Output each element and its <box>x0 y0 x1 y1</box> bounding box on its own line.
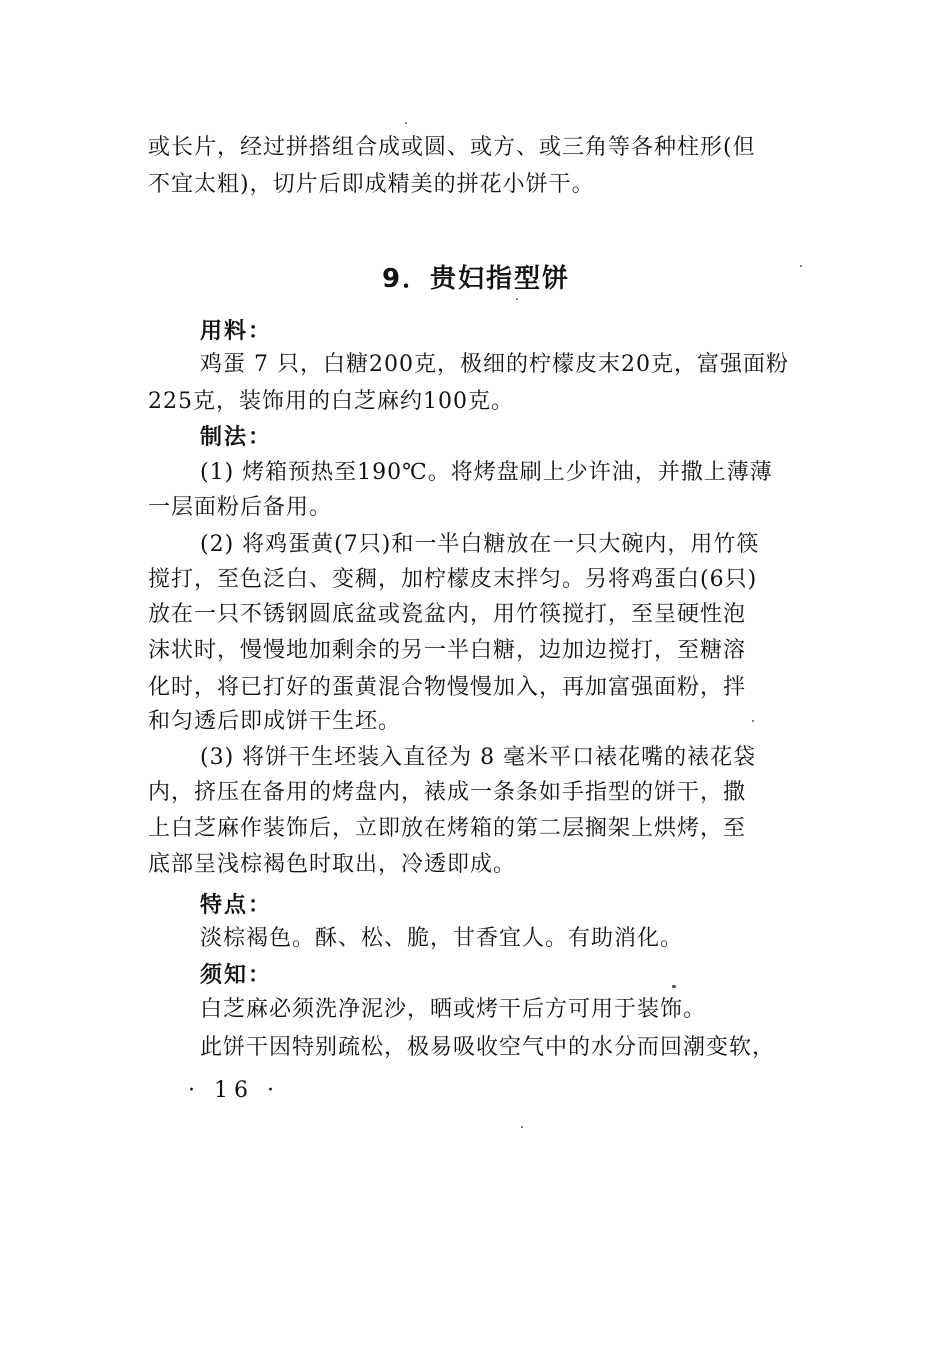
step-2-line-3: 放在一只不锈钢圆底盆或瓷盆内，用竹筷搅打，至呈硬性泡 <box>148 602 747 627</box>
notes-line-2: 此饼干因特别疏松，极易吸收空气中的水分而回潮变软， <box>200 1035 776 1060</box>
step-2-line-1: (2) 将鸡蛋黄(7只)和一半白糖放在一只大碗内，用竹筷 <box>200 532 760 557</box>
scan-speck <box>800 265 802 267</box>
scan-speck <box>405 122 407 124</box>
features-label: 特点： <box>200 892 273 918</box>
step-3-line-2: 内，挤压在备用的烤盘内，裱成一条条如手指型的饼干，撒 <box>148 780 747 805</box>
method-label: 制法： <box>200 424 273 450</box>
intro-line-2: 不宜太粗)，切片后即成精美的拼花小饼干。 <box>148 172 595 197</box>
step-2-line-6: 和匀透后即成饼干生坯。 <box>148 709 402 734</box>
ingredients-line-2: 225克，装饰用的白芝麻约100克。 <box>148 389 514 414</box>
page-number: · 16 · <box>188 1078 280 1103</box>
ingredients-line-1: 鸡蛋 7 只，白糖200克，极细的柠檬皮末20克，富强面粉 <box>200 352 789 377</box>
ingredients-label: 用料： <box>200 318 273 344</box>
step-2-line-4: 沫状时，慢慢地加剩余的另一半白糖，边加边搅打，至糖溶 <box>148 638 747 663</box>
scan-speck <box>752 720 754 722</box>
scan-speck <box>516 298 518 300</box>
step-3-line-3: 上白芝麻作装饰后，立即放在烤箱的第二层搁架上烘烤，至 <box>148 816 747 841</box>
intro-line-1: 或长片，经过拼搭组合成或圆、或方、或三角等各种柱形(但 <box>148 135 756 160</box>
notes-line-1: 白芝麻必须洗净泥沙，晒或烤干后方可用于装饰。 <box>200 997 707 1022</box>
scan-speck <box>672 985 676 988</box>
step-1-line-1: (1) 烤箱预热至190℃。将烤盘刷上少许油，并撒上薄薄 <box>200 460 773 485</box>
scan-speck <box>521 1126 523 1128</box>
step-2-line-2: 搅打，至色泛白、变稠，加柠檬皮末拌匀。另将鸡蛋白(6只) <box>148 567 758 592</box>
step-3-line-4: 底部呈浅棕褐色时取出，冷透即成。 <box>148 852 517 877</box>
step-1-line-2: 一层面粉后备用。 <box>148 495 333 520</box>
step-3-line-1: (3) 将饼干生坯装入直径为 8 毫米平口裱花嘴的裱花袋 <box>200 745 757 770</box>
step-2-line-5: 化时，将已打好的蛋黄混合物慢慢加入，再加富强面粉，拌 <box>148 675 747 700</box>
notes-label: 须知： <box>200 962 273 988</box>
features-text: 淡棕褐色。酥、松、脆，甘香宜人。有助消化。 <box>200 926 684 951</box>
recipe-title: 9．贵妇指型饼 <box>381 264 571 294</box>
